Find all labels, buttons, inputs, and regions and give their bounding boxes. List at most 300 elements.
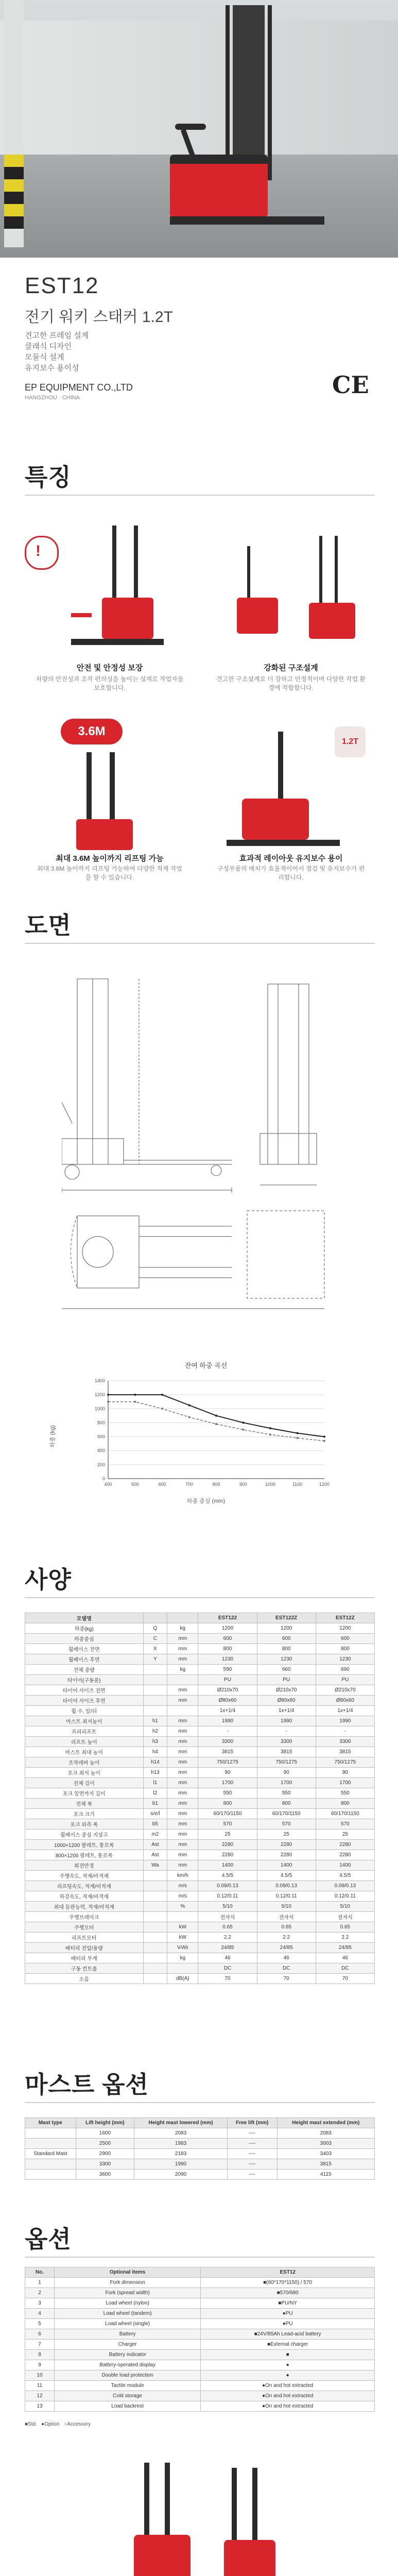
feature-bullet: 모듈식 설계 (25, 353, 64, 362)
table-cell (143, 1891, 167, 1902)
table-cell: 전체 중량 (25, 1665, 144, 1675)
table-cell: 타이어 사이즈 전면 (25, 1685, 144, 1696)
table-row (25, 1726, 375, 1737)
table-cell: 3815 (316, 1747, 374, 1757)
legend-std: ■Std. (25, 2421, 37, 2427)
table-row (25, 1696, 375, 1706)
table-cell: 3300 (316, 1737, 374, 1747)
data-point (107, 1401, 109, 1403)
table-cell: h13 (143, 1768, 167, 1778)
table-row (25, 1963, 375, 1974)
y-tick-label: 1200 (94, 1392, 105, 1398)
table-row (25, 1922, 375, 1933)
table-row (25, 1757, 375, 1768)
table-cell (143, 1943, 167, 1953)
spec-table-wrap (25, 1613, 375, 1984)
table-cell: PU (198, 1675, 257, 1685)
table-cell: 750/1275 (316, 1757, 374, 1768)
table-cell: Load wheel (tandem) (54, 2309, 200, 2319)
table-cell: l2 (143, 1788, 167, 1799)
data-point (161, 1394, 163, 1396)
table-cell: mm (167, 1634, 198, 1644)
table-cell: ---- (228, 2159, 277, 2170)
table-cell: Q (143, 1623, 167, 1634)
table-header-cell: Free lift (mm) (228, 2118, 277, 2128)
table-row (25, 2401, 375, 2412)
table-row (25, 2170, 375, 2180)
table-cell: 3815 (257, 1747, 316, 1757)
table-cell: Ø80x60 (316, 1696, 374, 1706)
table-cell: 구동 컨트롤 (25, 1963, 144, 1974)
table-cell: 5/10 (316, 1902, 374, 1912)
table-row (25, 1809, 375, 1819)
table-cell: 하중(kg) (25, 1623, 144, 1634)
data-point (243, 1421, 245, 1423)
product-photo (113, 2463, 288, 2576)
table-cell: 24/85 (257, 1943, 316, 1953)
table-cell: 590 (198, 1665, 257, 1675)
lift-height-badge: 3.6M (61, 719, 123, 744)
table-cell: 1230 (257, 1654, 316, 1665)
table-cell: mm (167, 1737, 198, 1747)
data-point (269, 1434, 271, 1436)
table-cell: 2280 (316, 1840, 374, 1850)
company-sub: HANGZHOU · CHINA (25, 395, 80, 401)
table-cell: 1x+1/4 (198, 1706, 257, 1716)
table-cell: 5/10 (257, 1902, 316, 1912)
table-cell: 60/170/1150 (257, 1809, 316, 1819)
model-name: EST12 (25, 273, 99, 298)
table-cell (143, 1933, 167, 1943)
table-cell (143, 1665, 167, 1675)
table-cell (143, 1871, 167, 1881)
table-cell: 1200 (198, 1623, 257, 1634)
table-header-cell: Optional items (54, 2267, 200, 2278)
table-cell: 배터리 전압/용량 (25, 1943, 144, 1953)
table-cell: 3300 (257, 1737, 316, 1747)
table-cell: 800 (316, 1644, 374, 1654)
table-cell: Ø80x60 (198, 1696, 257, 1706)
table-row (25, 2370, 375, 2381)
table-row (25, 2391, 375, 2401)
table-row (25, 1819, 375, 1829)
table-cell: 휠베이스 전면 (25, 1644, 144, 1654)
table-cell: 주행속도, 적재/비적재 (25, 1871, 144, 1881)
table-cell: ●On and hot extracted (201, 2381, 375, 2391)
table-cell: mm (167, 1799, 198, 1809)
table-cell: 25 (198, 1829, 257, 1840)
table-cell: 600 (198, 1634, 257, 1644)
table-cell: 1990 (257, 1716, 316, 1726)
table-cell (143, 1706, 167, 1716)
section-title-mast: 마스트 옵션 (25, 2071, 149, 2098)
chart-title: 잔여 하중 곡선 (184, 1362, 228, 1369)
table-cell: mm (167, 1716, 198, 1726)
table-row (25, 1902, 375, 1912)
legend-option: ●Option (41, 2421, 60, 2427)
table-cell: mm (167, 1819, 198, 1829)
table-cell: h3 (143, 1737, 167, 1747)
table-cell (143, 1974, 167, 1984)
table-row (25, 1623, 375, 1634)
table-cell (25, 2139, 76, 2149)
y-tick-label: 1000 (94, 1406, 105, 1412)
table-row (25, 1654, 375, 1665)
table-row (25, 1850, 375, 1860)
table-cell: mm (167, 1644, 198, 1654)
data-point (323, 1440, 325, 1442)
table-row (25, 1768, 375, 1778)
data-point (269, 1427, 271, 1429)
table-row (25, 1974, 375, 1984)
feature-caption: 효과적 레이아웃 유지보수 용이 (239, 854, 343, 863)
table-cell: 0.09/0.13 (198, 1881, 257, 1891)
table-cell: 1400 (316, 1860, 374, 1871)
table-cell: 12 (25, 2391, 55, 2401)
table-cell: 11 (25, 2381, 55, 2391)
table-header-row (25, 1613, 375, 1623)
table-cell: 휠베이스 후면 (25, 1654, 144, 1665)
table-cell: h2 (143, 1726, 167, 1737)
table-cell: 2280 (257, 1850, 316, 1860)
table-cell: 2280 (198, 1850, 257, 1860)
table-cell: ● (201, 2360, 375, 2370)
table-cell: 1 (25, 2278, 55, 2288)
table-cell: 1230 (198, 1654, 257, 1665)
feature-bullet: 견고한 프레임 설계 (25, 331, 89, 340)
table-header-row (25, 2118, 375, 2128)
data-point (188, 1416, 191, 1418)
table-cell: 1000×1200 팔레트, 통로폭 (25, 1840, 144, 1850)
table-cell: 550 (198, 1788, 257, 1799)
table-cell: 1983 (134, 2139, 228, 2149)
data-point (297, 1432, 299, 1434)
table-cell: kg (167, 1665, 198, 1675)
table-cell: b1 (143, 1799, 167, 1809)
y-tick-label: 1400 (94, 1378, 105, 1383)
table-cell: 휠베이스 중심 지상고 (25, 1829, 144, 1840)
table-cell: 1700 (257, 1778, 316, 1788)
hero-photo (0, 0, 398, 258)
data-point (215, 1415, 217, 1417)
table-cell: 25 (257, 1829, 316, 1840)
y-tick-label: 600 (97, 1434, 105, 1439)
table-cell: mm (167, 1850, 198, 1860)
table-row (25, 1933, 375, 1943)
table-row (25, 2278, 375, 2288)
table-cell: 6 (25, 2329, 55, 2340)
table-cell: 13 (25, 2401, 55, 2412)
table-cell: 조작레버 높이 (25, 1757, 144, 1768)
table-cell: mm (167, 1685, 198, 1696)
table-cell: 1600 (76, 2128, 134, 2139)
feature-card (25, 711, 195, 881)
table-cell: Battery indicator (54, 2350, 200, 2360)
table-cell: 2.2 (316, 1933, 374, 1943)
table-cell: 3003 (277, 2139, 374, 2149)
x-tick-label: 1000 (265, 1482, 276, 1487)
feature-desc: 차량의 안전성과 조작 편의성을 높이는 설계로 작업자를 보호합니다. (36, 675, 184, 691)
table-header-cell: EST12Z (316, 1613, 374, 1623)
table-row (25, 2128, 375, 2139)
table-cell: 90 (316, 1768, 374, 1778)
table-cell: kW (167, 1933, 198, 1943)
table-cell: 1700 (316, 1778, 374, 1788)
table-cell: 포크 크기 (25, 1809, 144, 1819)
table-row (25, 1778, 375, 1788)
warning-icon: ! (25, 536, 59, 570)
table-cell: mm (167, 1829, 198, 1840)
series-line (108, 1402, 324, 1441)
table-cell: 2500 (76, 2139, 134, 2149)
table-cell: ●PU (201, 2319, 375, 2329)
table-cell: 배터리 무게 (25, 1953, 144, 1963)
table-cell: 800 (257, 1799, 316, 1809)
table-cell: 0.12/0.11 (316, 1891, 374, 1902)
data-point (323, 1436, 325, 1438)
table-cell (167, 1912, 198, 1922)
feature-bullet: 클래식 디자인 (25, 342, 72, 351)
y-tick-label: 800 (97, 1420, 105, 1426)
table-cell: l1 (143, 1778, 167, 1788)
table-cell: 60/170/1150 (316, 1809, 374, 1819)
table-cell: 0.12/0.11 (257, 1891, 316, 1902)
table-cell: 660 (257, 1665, 316, 1675)
table-cell: 5/10 (198, 1902, 257, 1912)
table-cell: 1230 (316, 1654, 374, 1665)
table-cell: ●PU (201, 2309, 375, 2319)
table-cell: Y (143, 1654, 167, 1665)
table-cell: b5 (143, 1819, 167, 1829)
feature-desc: 견고한 구조설계로 더 강하고 안정적이며 다양한 작업 환경에 적합합니다. (216, 675, 366, 691)
table-cell: Load wheel (single) (54, 2319, 200, 2329)
table-cell: Fork (spread width) (54, 2288, 200, 2298)
table-cell: 4 (25, 2309, 55, 2319)
table-cell: 전자식 (198, 1912, 257, 1922)
table-row (25, 2319, 375, 2329)
table-row (25, 1912, 375, 1922)
table-cell: 0.65 (198, 1922, 257, 1933)
table-cell: 2280 (198, 1840, 257, 1850)
table-cell: 리프트모터 (25, 1933, 144, 1943)
table-cell: 휠 수, 앞/뒤 (25, 1706, 144, 1716)
table-cell: 800 (198, 1644, 257, 1654)
table-cell: 타이어(구동륜) (25, 1675, 144, 1685)
table-cell: Load backrest (54, 2401, 200, 2412)
table-row (25, 1788, 375, 1799)
table-cell: mm (167, 1757, 198, 1768)
table-cell: Load wheel (nylon) (54, 2298, 200, 2309)
table-row (25, 1644, 375, 1654)
y-tick-label: 200 (97, 1462, 105, 1467)
y-tick-label: 400 (97, 1448, 105, 1453)
table-cell: 8 (25, 2350, 55, 2360)
table-cell: 전체 길이 (25, 1778, 144, 1788)
table-cell: 600 (257, 1634, 316, 1644)
table-cell: 마스트 최대 높이 (25, 1747, 144, 1757)
legend-accessory: ○Accessory (64, 2421, 91, 2427)
table-cell: ---- (228, 2128, 277, 2139)
table-cell: 소음 (25, 1974, 144, 1984)
table-cell: m/s (167, 1881, 198, 1891)
table-row (25, 2288, 375, 2298)
table-cell: ■570/680 (201, 2288, 375, 2298)
table-header-cell: Lift height (mm) (76, 2118, 134, 2128)
table-row (25, 2298, 375, 2309)
table-cell: s/e/l (143, 1809, 167, 1819)
data-point (107, 1394, 109, 1396)
table-cell: 800 (257, 1644, 316, 1654)
table-cell: mm (167, 1726, 198, 1737)
table-cell: 750/1275 (257, 1757, 316, 1768)
table-cell: Battery (54, 2329, 200, 2340)
table-header-row (25, 2267, 375, 2278)
table-cell: 4.5/5 (257, 1871, 316, 1881)
table-cell: kg (167, 1953, 198, 1963)
x-tick-label: 900 (239, 1482, 248, 1487)
weight-icon: 1.2T (335, 726, 366, 757)
x-tick-label: 1200 (319, 1482, 330, 1487)
table-cell: 800 (316, 1799, 374, 1809)
table-cell: ● (201, 2370, 375, 2381)
table-row (25, 1799, 375, 1809)
table-cell: ■ (201, 2350, 375, 2360)
table-cell: 1200 (257, 1623, 316, 1634)
data-point (134, 1394, 136, 1396)
table-cell (25, 2159, 76, 2170)
table-header-cell: EST12 (201, 2267, 375, 2278)
table-cell (143, 1922, 167, 1933)
table-row (25, 2360, 375, 2370)
table-row (25, 2329, 375, 2340)
table-cell: 프리리프트 (25, 1726, 144, 1737)
feature-card (25, 515, 195, 690)
table-cell: 1990 (198, 1716, 257, 1726)
table-cell: 주행모터 (25, 1922, 144, 1933)
table-cell: Standard Mast (25, 2149, 76, 2159)
table-cell: 70 (316, 1974, 374, 1984)
table-cell: 5 (25, 2319, 55, 2329)
feature-desc: 구성부품의 배치가 효율적이어서 점검 및 유지보수가 편리합니다. (217, 865, 365, 881)
table-cell: km/h (167, 1871, 198, 1881)
x-tick-label: 700 (185, 1482, 194, 1487)
table-cell: 25 (316, 1829, 374, 1840)
table-cell (143, 1953, 167, 1963)
x-tick-label: 800 (212, 1482, 220, 1487)
table-cell: 570 (198, 1819, 257, 1829)
table-cell (143, 1696, 167, 1706)
table-cell: ■(60*170*1150) / 570 (201, 2278, 375, 2288)
table-cell: 1x+1/4 (316, 1706, 374, 1716)
technical-drawing (62, 969, 350, 1340)
data-point (134, 1401, 136, 1403)
table-cell: Cold storage (54, 2391, 200, 2401)
table-cell: 리프트 높이 (25, 1737, 144, 1747)
chart-x-label: 하중 중심 (mm) (186, 1498, 226, 1504)
table-cell (167, 1706, 198, 1716)
y-tick-label: 0 (102, 1476, 105, 1481)
company-name: EP EQUIPMENT CO.,LTD (25, 382, 133, 393)
section-title-options: 옵션 (25, 2226, 72, 2252)
data-point (161, 1408, 163, 1410)
table-cell: 2280 (316, 1850, 374, 1860)
table-cell: 800×1200 팔레트, 통로폭 (25, 1850, 144, 1860)
table-cell: h4 (143, 1747, 167, 1757)
table-cell: 1990 (134, 2159, 228, 2170)
data-point (215, 1423, 217, 1425)
table-cell: 2.2 (198, 1933, 257, 1943)
table-cell: 1400 (257, 1860, 316, 1871)
table-cell: ---- (228, 2170, 277, 2180)
table-header-cell: EST122Z (257, 1613, 316, 1623)
table-cell: 2083 (134, 2128, 228, 2139)
table-cell: 0.09/0.13 (257, 1881, 316, 1891)
table-cell: 1700 (198, 1778, 257, 1788)
table-row (25, 2139, 375, 2149)
table-header-cell: Mast type (25, 2118, 76, 2128)
table-cell: 570 (316, 1819, 374, 1829)
table-cell: Ø210x70 (257, 1685, 316, 1696)
table-cell: 0.65 (257, 1922, 316, 1933)
table-cell: 2280 (257, 1840, 316, 1850)
table-cell: 90 (198, 1768, 257, 1778)
ce-mark: CE (332, 371, 369, 399)
table-cell: 타이어 사이즈 후면 (25, 1696, 144, 1706)
table-header-cell: No. (25, 2267, 55, 2278)
table-cell: Battery-operated display (54, 2360, 200, 2370)
table-cell: PU (316, 1675, 374, 1685)
table-cell: 46 (257, 1953, 316, 1963)
table-header-cell: Height mast extended (mm) (277, 2118, 374, 2128)
table-cell: 570 (257, 1819, 316, 1829)
table-cell: Tactile module (54, 2381, 200, 2391)
table-cell: DC (198, 1963, 257, 1974)
table-cell (143, 1675, 167, 1685)
table-row (25, 1860, 375, 1871)
x-tick-label: 1100 (292, 1482, 303, 1487)
table-cell: 690 (316, 1665, 374, 1675)
table-cell: 46 (316, 1953, 374, 1963)
table-cell: 70 (198, 1974, 257, 1984)
table-cell: PU (257, 1675, 316, 1685)
table-cell (143, 1912, 167, 1922)
table-cell: 9 (25, 2360, 55, 2370)
table-cell: 3815 (198, 1747, 257, 1757)
table-cell: Ø210x70 (316, 1685, 374, 1696)
table-cell (167, 1963, 198, 1974)
table-header-cell: Height mast lowered (mm) (134, 2118, 228, 2128)
feature-bullet: 유지보수 용이성 (25, 364, 79, 372)
table-cell: Fork dimension (54, 2278, 200, 2288)
table-cell: 3600 (76, 2170, 134, 2180)
table-cell: DC (316, 1963, 374, 1974)
table-cell: 3300 (76, 2159, 134, 2170)
table-cell: 전체 폭 (25, 1799, 144, 1809)
feature-card (206, 711, 376, 881)
table-cell: mm (167, 1696, 198, 1706)
table-cell: ■External charger (201, 2340, 375, 2350)
table-cell (143, 1881, 167, 1891)
table-row (25, 1871, 375, 1881)
table-cell: 0.12/0.11 (198, 1891, 257, 1902)
table-cell: - (316, 1726, 374, 1737)
table-cell: 전자식 (316, 1912, 374, 1922)
table-cell: Ø210x70 (198, 1685, 257, 1696)
table-cell (143, 1963, 167, 1974)
table-cell: 7 (25, 2340, 55, 2350)
table-cell: 2900 (76, 2149, 134, 2159)
table-cell (143, 1902, 167, 1912)
